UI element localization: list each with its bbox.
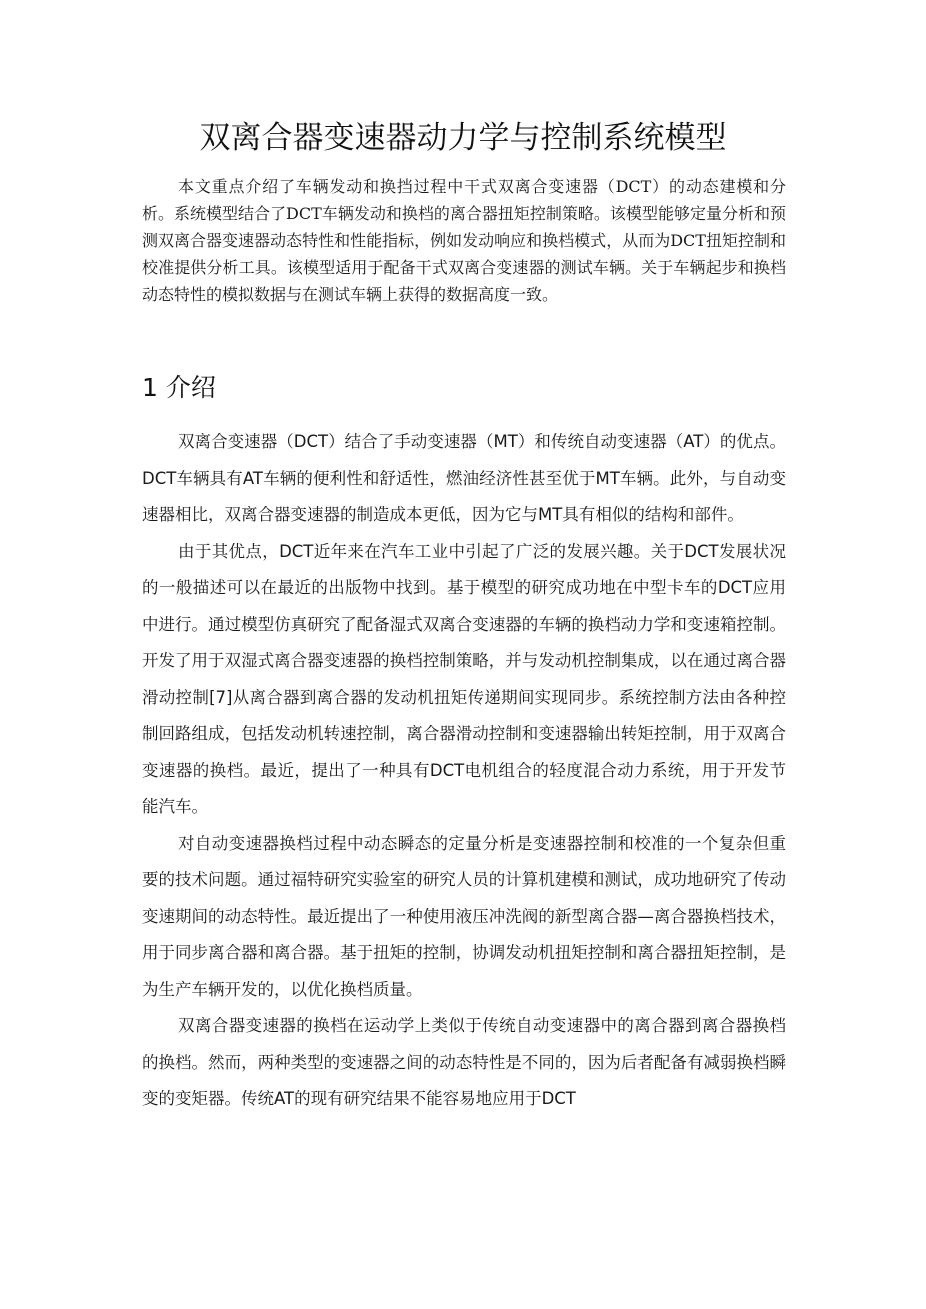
document-title: 双离合器变速器动力学与控制系统模型	[199, 120, 727, 156]
body-paragraph: 双离合变速器（DCT）结合了手动变速器（MT）和传统自动变速器（AT）的优点。DCT车辆具有AT车辆的便利性和舒适性，燃油经济性甚至优于MT车辆。此外，与自动变速器相比，双离合器变速器的制造成本更低，因为它与MT具有相似的结构和部件。	[142, 432, 786, 524]
body-paragraph: 双离合器变速器的换档在运动学上类似于传统自动变速器中的离合器到离合器换档的换档。然而，两种类型的变速器之间的动态特性是不同的，因为后者配备有减弱换档瞬变的变矩器。传统AT的现有研究结果不能容易地应用于DCT	[142, 1016, 786, 1108]
section-heading: 1 介绍	[142, 373, 216, 402]
body-paragraph: 由于其优点，DCT近年来在汽车工业中引起了广泛的发展兴趣。关于DCT发展状况的一般描述可以在最近的出版物中找到。基于模型的研究成功地在中型卡车的DCT应用中进行。通过模型仿真研究了配备湿式双离合变速器的车辆的换档动力学和变速箱控制。开发了用于双湿式离合器变速器的换档控制策略，并与发动机控制集成，以在通过离合器滑动控制[7]从离合器到离合器的发动机扭矩传递期间实现同步。系统控制方法由各种控制回路组成，包括发动机转速控制，离合器滑动控制和变速器输出转矩控制，用于双离合变速器的换档。最近，提出了一种具有DCT电机组合的轻度混合动力系统，用于开发节能汽车。	[142, 541, 786, 816]
section-body	[142, 424, 786, 1118]
body-paragraph: 对自动变速器换档过程中动态瞬态的定量分析是变速器控制和校准的一个复杂但重要的技术问题。通过福特研究实验室的研究人员的计算机建模和测试，成功地研究了传动变速期间的动态特性。最近提出了一种使用液压冲洗阀的新型离合器—离合器换档技术，用于同步离合器和离合器。基于扭矩的控制，协调发动机扭矩控制和离合器扭矩控制，是为生产车辆开发的，以优化换档质量。	[142, 833, 786, 999]
abstract-paragraph: 本文重点介绍了车辆发动和换挡过程中干式双离合变速器（DCT）的动态建模和分析。系统模型结合了DCT车辆发动和换档的离合器扭矩控制策略。该模型能够定量分析和预测双离合器变速器动态特性和性能指标，例如发动响应和换档模式，从而为DCT扭矩控制和校准提供分析工具。该模型适用于配备干式双离合变速器的测试车辆。关于车辆起步和换档动态特性的模拟数据与在测试车辆上获得的数据高度一致。	[142, 177, 786, 304]
